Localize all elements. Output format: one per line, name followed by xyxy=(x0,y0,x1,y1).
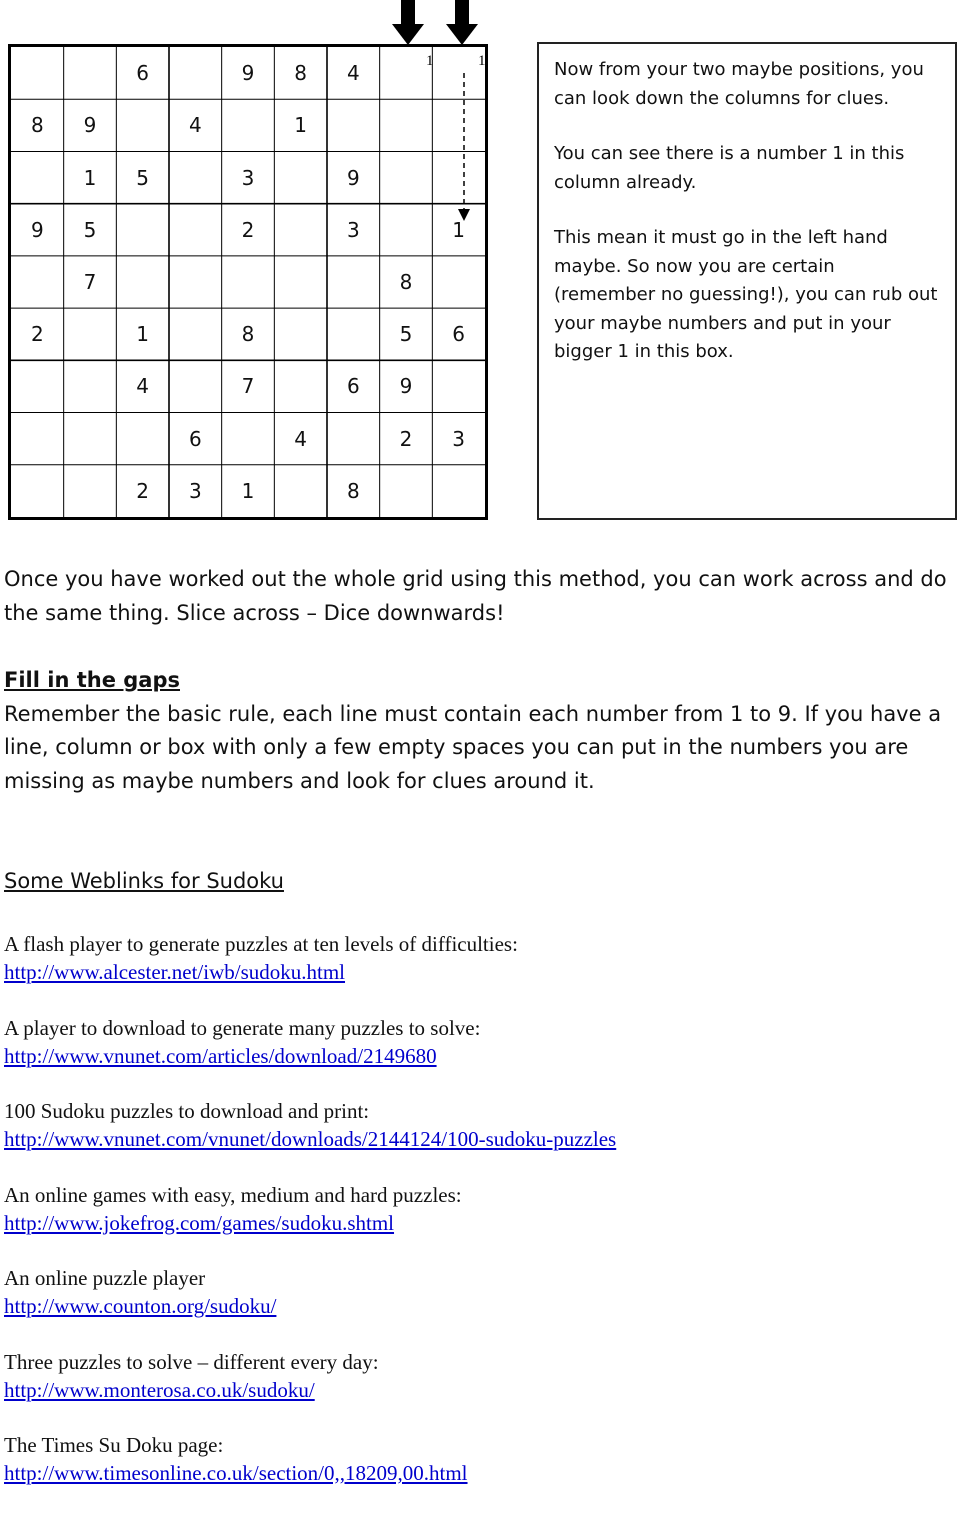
sudoku-cell[interactable]: 8 xyxy=(241,322,255,347)
sudoku-cell[interactable] xyxy=(432,360,485,412)
link-url[interactable]: http://www.monterosa.co.uk/sudoku/ xyxy=(4,1377,315,1402)
sudoku-cell[interactable] xyxy=(222,256,275,308)
sudoku-cell[interactable] xyxy=(222,413,275,465)
sudoku-cell[interactable] xyxy=(169,256,222,308)
sudoku-cell[interactable] xyxy=(116,204,169,256)
sudoku-cell[interactable]: 2 xyxy=(241,217,255,242)
sudoku-cell[interactable] xyxy=(11,47,64,99)
sudoku-cell[interactable] xyxy=(432,465,485,517)
link-url[interactable]: http://www.timesonline.co.uk/section/0,,18209,00.html xyxy=(4,1461,468,1485)
sudoku-cell[interactable]: 8 xyxy=(30,113,44,138)
link-url[interactable]: http://www.alcester.net/iwb/sudoku.html xyxy=(4,960,346,984)
sudoku-cell[interactable] xyxy=(169,47,222,99)
sudoku-cell[interactable] xyxy=(116,256,169,308)
link-entry xyxy=(4,1097,954,1153)
sudoku-cell[interactable]: 1 xyxy=(136,322,150,347)
sudoku-cell[interactable] xyxy=(169,204,222,256)
sudoku-cell[interactable]: 4 xyxy=(346,61,360,86)
sudoku-cell[interactable]: 1 xyxy=(452,217,466,242)
note-paragraph-3: This mean it must go in the left hand maybe. So now you are certain (remember no guessing!), you can rub out your maybe numbers and put in your bigger 1 in this box. xyxy=(554,227,938,362)
sudoku-cell[interactable] xyxy=(432,47,485,99)
link-entry xyxy=(4,1014,954,1070)
link-entry xyxy=(4,1264,954,1320)
link-entry xyxy=(4,930,954,986)
sudoku-cell[interactable]: 4 xyxy=(294,426,308,451)
sudoku-cell[interactable]: 3 xyxy=(346,217,360,242)
link-description: The Times Su Doku page: xyxy=(4,1433,224,1457)
sudoku-cell[interactable] xyxy=(116,413,169,465)
link-description: An online puzzle player xyxy=(4,1266,206,1290)
sudoku-cell[interactable] xyxy=(11,256,64,308)
sudoku-cell[interactable]: 8 xyxy=(346,478,360,503)
sudoku-cell[interactable] xyxy=(64,47,117,99)
sudoku-cell[interactable] xyxy=(169,308,222,360)
maybe-number-right: 1 xyxy=(478,53,486,69)
fill-gaps-section xyxy=(4,664,954,798)
sudoku-cell[interactable] xyxy=(11,151,64,203)
sudoku-cell[interactable]: 6 xyxy=(452,322,466,347)
sudoku-cell[interactable]: 6 xyxy=(188,426,202,451)
sudoku-cell[interactable] xyxy=(380,151,433,203)
sudoku-cell[interactable] xyxy=(274,256,327,308)
sudoku-cell[interactable]: 9 xyxy=(30,217,44,242)
method-paragraph xyxy=(4,563,954,630)
sudoku-cell[interactable]: 1 xyxy=(294,113,308,138)
weblinks-list xyxy=(4,930,954,1515)
link-url[interactable]: http://www.vnunet.com/articles/download/2149680 xyxy=(4,1043,437,1068)
sudoku-cell[interactable] xyxy=(116,99,169,151)
sudoku-cell[interactable]: 2 xyxy=(30,322,44,347)
sudoku-cell[interactable]: 8 xyxy=(399,269,413,294)
sudoku-cell[interactable]: 5 xyxy=(399,322,413,347)
fill-gaps-text: Remember the basic rule, each line must contain each number from 1 to 9. If you have a line, column or box with only a few empty spaces you can put in the numbers you are missing as maybe numbers and look for clues around it. xyxy=(4,701,942,793)
sudoku-cell[interactable] xyxy=(64,360,117,412)
sudoku-cell[interactable] xyxy=(432,256,485,308)
sudoku-cell[interactable]: 5 xyxy=(136,165,150,190)
sudoku-cell[interactable] xyxy=(274,465,327,517)
sudoku-cell[interactable] xyxy=(64,413,117,465)
sudoku-cell[interactable] xyxy=(169,360,222,412)
sudoku-cell[interactable]: 3 xyxy=(188,478,202,503)
link-entry xyxy=(4,1348,954,1404)
link-entry xyxy=(4,1181,954,1237)
sudoku-cell[interactable]: 9 xyxy=(399,374,413,399)
sudoku-cell[interactable] xyxy=(327,308,380,360)
link-entry xyxy=(4,1431,954,1487)
sudoku-cell[interactable]: 1 xyxy=(83,165,97,190)
sudoku-cell[interactable] xyxy=(380,204,433,256)
weblinks-section xyxy=(4,865,954,899)
sudoku-cell[interactable]: 9 xyxy=(83,113,97,138)
sudoku-cell[interactable] xyxy=(432,151,485,203)
sudoku-cell[interactable] xyxy=(274,151,327,203)
sudoku-cell[interactable] xyxy=(432,99,485,151)
weblinks-heading: Some Weblinks for Sudoku xyxy=(4,869,284,893)
slice-dice-text: Once you have worked out the whole grid using this method, you can work across and do the same thing. Slice across – Dice downwards! xyxy=(4,567,947,625)
sudoku-cell[interactable] xyxy=(11,413,64,465)
sudoku-cell[interactable]: 9 xyxy=(346,165,360,190)
link-description: An online games with easy, medium and hard puzzles: xyxy=(4,1182,462,1207)
sudoku-cell[interactable] xyxy=(11,465,64,517)
sudoku-cell[interactable] xyxy=(274,308,327,360)
sudoku-grid xyxy=(8,44,488,520)
sudoku-cell[interactable]: 4 xyxy=(136,374,150,399)
sudoku-cell[interactable] xyxy=(380,99,433,151)
sudoku-cell[interactable] xyxy=(64,308,117,360)
link-url[interactable]: http://www.counton.org/sudoku/ xyxy=(4,1294,277,1318)
sudoku-cell[interactable] xyxy=(222,99,275,151)
sudoku-cell[interactable]: 8 xyxy=(294,61,308,86)
sudoku-cell[interactable]: 4 xyxy=(188,113,202,138)
column-arrow-left-icon xyxy=(391,0,425,46)
link-description: A flash player to generate puzzles at ten levels of difficulties: xyxy=(4,932,518,956)
sudoku-cell[interactable]: 3 xyxy=(452,426,466,451)
sudoku-cell[interactable] xyxy=(64,465,117,517)
sudoku-cell[interactable]: 6 xyxy=(346,374,360,399)
link-url[interactable]: http://www.jokefrog.com/games/sudoku.shtml xyxy=(4,1210,395,1235)
link-description: A player to download to generate many puzzles to solve: xyxy=(4,1015,481,1040)
sudoku-cell[interactable]: 1 xyxy=(241,478,255,503)
sudoku-cell[interactable]: 7 xyxy=(83,269,97,294)
sudoku-cell[interactable]: 2 xyxy=(399,426,413,451)
sudoku-cell[interactable]: 5 xyxy=(83,217,97,242)
note-paragraph-2: You can see there is a number 1 in this column already. xyxy=(554,143,905,193)
sudoku-cell[interactable] xyxy=(327,99,380,151)
maybe-number-left: 1 xyxy=(426,53,434,69)
sudoku-cell[interactable] xyxy=(169,151,222,203)
sudoku-cell[interactable] xyxy=(327,413,380,465)
fill-gaps-heading: Fill in the gaps xyxy=(4,668,180,692)
sudoku-cell[interactable]: 2 xyxy=(136,478,150,503)
sudoku-cell[interactable]: 6 xyxy=(136,61,150,86)
sudoku-cell[interactable] xyxy=(11,360,64,412)
note-paragraph-1: Now from your two maybe positions, you can look down the columns for clues. xyxy=(554,59,924,109)
sudoku-cell[interactable] xyxy=(274,360,327,412)
sudoku-cell[interactable]: 9 xyxy=(241,61,255,86)
column-arrow-right-icon xyxy=(445,0,479,46)
sudoku-cell[interactable] xyxy=(274,204,327,256)
link-description: Three puzzles to solve – different every day: xyxy=(4,1349,379,1374)
sudoku-cell[interactable] xyxy=(327,256,380,308)
explanation-box xyxy=(537,42,957,520)
link-url[interactable]: http://www.vnunet.com/vnunet/downloads/2144124/100-sudoku-puzzles xyxy=(4,1127,617,1151)
link-description: 100 Sudoku puzzles to download and print: xyxy=(4,1099,370,1123)
sudoku-cell[interactable]: 3 xyxy=(241,165,255,190)
sudoku-cell[interactable] xyxy=(380,47,433,99)
sudoku-cell[interactable]: 7 xyxy=(241,374,255,399)
sudoku-cell[interactable] xyxy=(380,465,433,517)
